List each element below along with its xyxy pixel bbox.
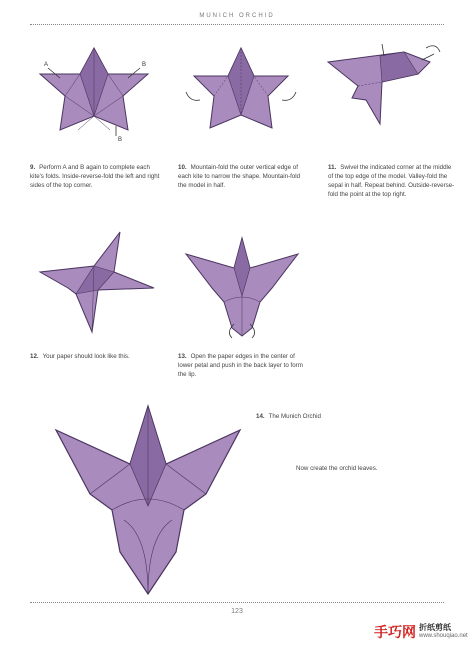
step-11-figure xyxy=(322,40,450,140)
step-14-caption xyxy=(256,412,396,421)
step-number: 13. xyxy=(178,353,187,360)
page-number: 123 xyxy=(231,608,243,615)
step-9-caption xyxy=(30,163,160,190)
step-number: 12. xyxy=(30,353,39,360)
final-note: Now create the orchid leaves. xyxy=(296,465,378,472)
watermark-site-name: 折纸剪纸 xyxy=(419,623,451,632)
step-text: The Munich Orchid xyxy=(268,413,321,420)
running-head: MUNICH ORCHID xyxy=(199,13,275,19)
step-text: Perform A and B again to complete each kite's folds. Inside-reverse-fold the left and right sides of the top corner. xyxy=(30,164,160,189)
step-text: Mountain-fold the outer vertical edge of each kite to narrow the shape. Mountain-fold the model in half. xyxy=(178,164,301,189)
final-orchid-figure xyxy=(28,402,268,598)
svg-text:B: B xyxy=(118,137,123,143)
step-13-figure xyxy=(176,232,308,340)
step-text: Swivel the indicated corner at the middle of the top edge of the model. Valley-fold the sepal in half. Repeat behind. Outside-reverse-fold the point at the top right. xyxy=(328,164,455,198)
step-number: 14. xyxy=(256,413,265,420)
step-10-figure xyxy=(176,40,306,140)
step-number: 10. xyxy=(178,164,187,171)
step-12-caption xyxy=(30,352,160,361)
watermark-url: www.shouqiao.net xyxy=(419,633,468,639)
step-text: Open the paper edges in the center of lower petal and push in the back layer to form the lip. xyxy=(178,353,303,378)
step-number: 11. xyxy=(328,164,337,171)
watermark-logo: 手巧网 xyxy=(374,624,416,640)
bottom-rule xyxy=(30,602,444,603)
step-text: Your paper should look like this. xyxy=(42,353,130,360)
step-11-caption xyxy=(328,163,456,199)
step-12-figure xyxy=(32,228,162,340)
svg-text:B: B xyxy=(142,62,147,68)
svg-text:A: A xyxy=(44,62,49,68)
step-13-caption xyxy=(178,352,308,379)
step-9-figure xyxy=(28,38,160,143)
step-10-caption xyxy=(178,163,306,190)
site-watermark xyxy=(374,622,468,642)
top-rule xyxy=(30,24,444,25)
step-number: 9. xyxy=(30,164,36,171)
